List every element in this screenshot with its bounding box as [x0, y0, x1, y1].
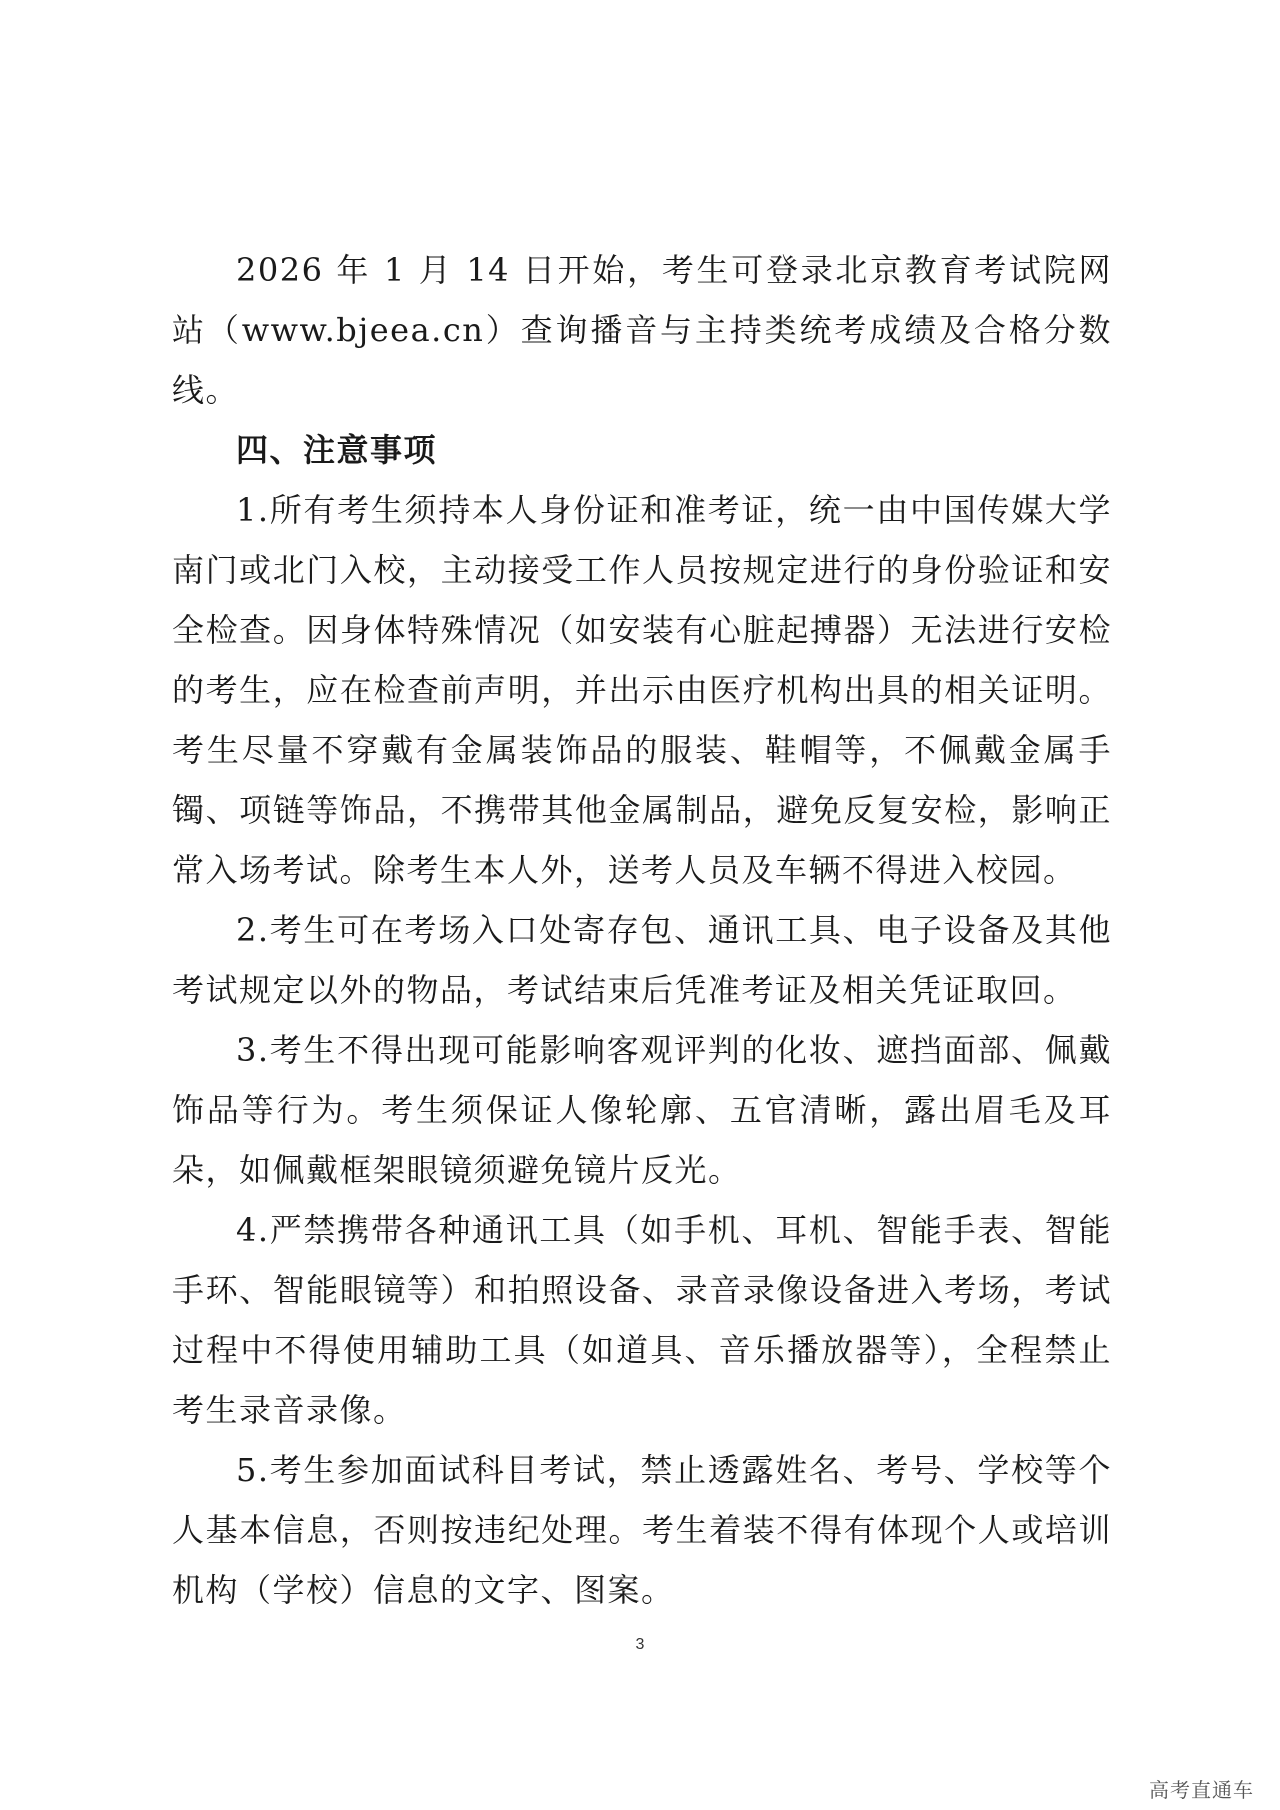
paragraph-note-4: 4.严禁携带各种通讯工具（如手机、耳机、智能手表、智能手环、智能眼镜等）和拍照设备、录音录像设备进入考场，考试过程中不得使用辅助工具（如道具、音乐播放器等），全程禁止考生录音录像。 [172, 1211, 1112, 1429]
paragraph-note-1: 1.所有考生须持本人身份证和准考证，统一由中国传媒大学南门或北门入校，主动接受工作人员按规定进行的身份验证和安全检查。因身体特殊情况（如安装有心脏起搏器）无法进行安检的考生，应在检查前声明，并出示由医疗机构出具的相关证明。考生尽量不穿戴有金属装饰品的服装、鞋帽等，不佩戴金属手镯、项链等饰品，不携带其他金属制品，避免反复安检，影响正常入场考试。除考生本人外，送考人员及车辆不得进入校园。 [172, 491, 1112, 889]
page-number: 3 [635, 1636, 645, 1653]
document-body [172, 240, 1112, 1620]
paragraph-note-2: 2.考生可在考场入口处寄存包、通讯工具、电子设备及其他考试规定以外的物品，考试结束后凭准考证及相关凭证取回。 [172, 911, 1112, 1009]
paragraph-note-3: 3.考生不得出现可能影响客观评判的化妆、遮挡面部、佩戴饰品等行为。考生须保证人像轮廓、五官清晰，露出眉毛及耳朵，如佩戴框架眼镜须避免镜片反光。 [172, 1031, 1112, 1189]
watermark-text: 高考直通车 [1149, 1778, 1254, 1802]
paragraph-note-5: 5.考生参加面试科目考试，禁止透露姓名、考号、学校等个人基本信息，否则按违纪处理。考生着装不得有体现个人或培训机构（学校）信息的文字、图案。 [172, 1451, 1112, 1609]
section-heading-notes: 四、注意事项 [236, 431, 438, 469]
paragraph-score-query: 2026 年 1 月 14 日开始，考生可登录北京教育考试院网站（www.bjeea.cn）查询播音与主持类统考成绩及合格分数线。 [172, 251, 1112, 409]
